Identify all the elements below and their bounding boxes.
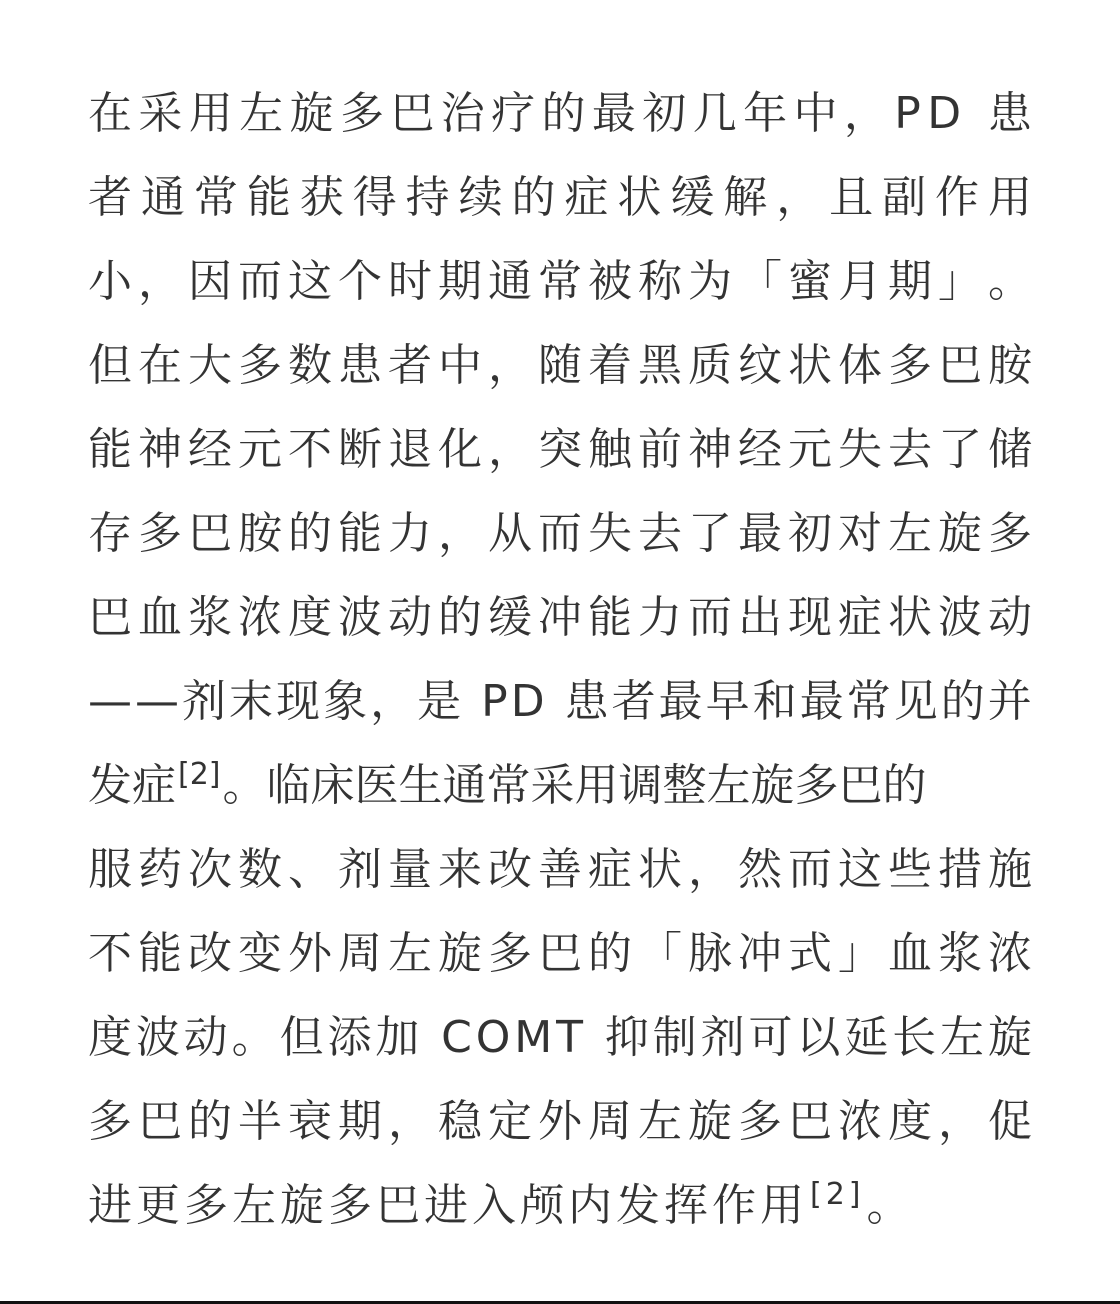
text-char: ， xyxy=(843,88,888,139)
text-char: 出 xyxy=(738,592,782,643)
text-char: 次 xyxy=(188,844,232,895)
text-char: T xyxy=(556,1012,584,1063)
text-char: 几 xyxy=(692,88,737,139)
text-char: 能 xyxy=(88,424,132,475)
text-char: 采 xyxy=(138,88,183,139)
text-line xyxy=(88,408,1032,492)
text-char: 而 xyxy=(788,844,832,895)
text-char: 从 xyxy=(488,508,532,559)
text-char: 象 xyxy=(323,676,368,727)
text-char: P xyxy=(894,88,921,139)
text-char: 但 xyxy=(88,340,132,391)
text-char: 巴 xyxy=(538,928,582,979)
text-char: 常 xyxy=(538,256,582,307)
text-char: 末 xyxy=(229,676,274,727)
text-char: 这 xyxy=(288,256,332,307)
text-char: 浓 xyxy=(838,1096,882,1147)
text-char: ， xyxy=(488,424,532,475)
text-char: 最 xyxy=(799,676,844,727)
text-char: 些 xyxy=(888,844,932,895)
text-char: — xyxy=(135,676,180,727)
text-char: 称 xyxy=(638,256,682,307)
text-char: 衰 xyxy=(288,1096,332,1147)
text-char: 稳 xyxy=(438,1096,482,1147)
text-char: 体 xyxy=(838,340,882,391)
text-char: 用 xyxy=(188,88,233,139)
text-char: 并 xyxy=(987,676,1032,727)
text-char: 副 xyxy=(882,172,927,223)
text-char: 前 xyxy=(638,424,682,475)
text-line xyxy=(88,156,1032,240)
text-char: 续 xyxy=(458,172,503,223)
text-char: 解 xyxy=(723,172,768,223)
text-char: 了 xyxy=(688,508,732,559)
text-char: 常 xyxy=(846,676,891,727)
text-fragment: 进更多左旋多巴进入颅内发挥作用 xyxy=(88,1180,808,1231)
text-char: 为 xyxy=(688,256,732,307)
text-char: 的 xyxy=(288,508,332,559)
text-char: 冲 xyxy=(738,928,782,979)
text-char: 旋 xyxy=(688,1096,732,1147)
text-char: 这 xyxy=(838,844,882,895)
text-line xyxy=(88,72,1032,156)
text-char: 浆 xyxy=(938,928,982,979)
text-char: 断 xyxy=(338,424,382,475)
text-char: 措 xyxy=(938,844,982,895)
text-char: ， xyxy=(388,1096,432,1147)
text-char: C xyxy=(441,1012,472,1063)
text-char: D xyxy=(510,676,545,727)
text-char: 外 xyxy=(288,928,332,979)
text-char: 多 xyxy=(339,88,384,139)
text-line xyxy=(88,324,1032,408)
text-char: 多 xyxy=(88,1096,132,1147)
text-char: 而 xyxy=(538,508,582,559)
text-char: 随 xyxy=(538,340,582,391)
text-fragment: 发症 xyxy=(88,760,176,811)
text-char: 患 xyxy=(564,676,609,727)
text-char: 者 xyxy=(88,172,132,223)
text-char: 周 xyxy=(338,928,382,979)
text-line xyxy=(88,492,1032,576)
text-char: 时 xyxy=(388,256,432,307)
text-line xyxy=(88,1080,1032,1164)
text-line xyxy=(88,996,1032,1080)
text-char: 失 xyxy=(588,508,632,559)
text-char: 。 xyxy=(988,256,1032,307)
text-char: 度 xyxy=(88,1012,132,1063)
text-char: 可 xyxy=(748,1012,793,1063)
text-char: 症 xyxy=(838,592,882,643)
text-char xyxy=(587,996,601,1080)
text-char: 神 xyxy=(138,424,182,475)
article-body xyxy=(88,72,1032,1248)
text-char: 式 xyxy=(788,928,832,979)
text-char: 中 xyxy=(438,340,482,391)
text-char: 作 xyxy=(935,172,979,223)
text-char xyxy=(464,660,478,744)
text-char: ， xyxy=(688,844,732,895)
text-char: 以 xyxy=(796,1012,841,1063)
text-char: 纹 xyxy=(738,340,782,391)
text-char: 突 xyxy=(538,424,582,475)
text-char: 缓 xyxy=(488,592,532,643)
text-char: 能 xyxy=(588,592,632,643)
text-char: 者 xyxy=(611,676,656,727)
text-char: 冲 xyxy=(538,592,582,643)
text-char: ， xyxy=(488,340,532,391)
text-char: 早 xyxy=(705,676,750,727)
text-char: 因 xyxy=(188,256,232,307)
text-char: 最 xyxy=(658,676,703,727)
text-char: 多 xyxy=(488,928,532,979)
text-char: 是 xyxy=(417,676,462,727)
text-char: 小 xyxy=(88,256,132,307)
text-char: 了 xyxy=(938,424,982,475)
text-char: 现 xyxy=(276,676,321,727)
text-char: 波 xyxy=(135,1012,180,1063)
text-char: 经 xyxy=(738,424,782,475)
text-char: 和 xyxy=(752,676,797,727)
text-char: 疗 xyxy=(491,88,536,139)
text-char: 治 xyxy=(440,88,485,139)
text-char: 、 xyxy=(288,844,332,895)
text-char: 波 xyxy=(338,592,382,643)
text-char: 不 xyxy=(288,424,332,475)
text-char: 获 xyxy=(299,172,344,223)
text-char: 多 xyxy=(738,1096,782,1147)
text-char: 半 xyxy=(238,1096,282,1147)
text-char: 大 xyxy=(188,340,232,391)
citation-marker: [2] xyxy=(810,1177,865,1212)
text-char: P xyxy=(481,676,508,727)
text-char: 力 xyxy=(388,508,432,559)
text-char: D xyxy=(927,88,962,139)
text-char: 而 xyxy=(688,592,732,643)
text-char: 状 xyxy=(617,172,662,223)
text-char: 而 xyxy=(238,256,282,307)
text-char: 度 xyxy=(888,1096,932,1147)
text-char: 周 xyxy=(588,1096,632,1147)
text-char: 添 xyxy=(327,1012,372,1063)
text-char: 改 xyxy=(188,928,232,979)
text-char: 左 xyxy=(239,88,284,139)
text-char: 不 xyxy=(88,928,132,979)
text-char: 改 xyxy=(488,844,532,895)
text-line xyxy=(88,1164,1032,1248)
text-char: 元 xyxy=(238,424,282,475)
text-char xyxy=(967,72,981,156)
text-char: 巴 xyxy=(938,340,982,391)
text-line xyxy=(88,660,1032,744)
text-char: 得 xyxy=(352,172,397,223)
text-char: 浆 xyxy=(188,592,232,643)
text-char: 的 xyxy=(438,592,482,643)
text-char: 然 xyxy=(738,844,782,895)
text-fragment: 。 xyxy=(866,1180,915,1231)
text-char: M xyxy=(514,1012,553,1063)
text-char: O xyxy=(475,1012,511,1063)
text-char: 最 xyxy=(591,88,636,139)
text-char: 症 xyxy=(588,844,632,895)
text-char: 患 xyxy=(338,340,382,391)
text-char: 通 xyxy=(488,256,532,307)
text-char: ， xyxy=(938,1096,982,1147)
text-char: 剂 xyxy=(182,676,227,727)
text-char: 最 xyxy=(738,508,782,559)
text-char: 现 xyxy=(788,592,832,643)
text-char: 「 xyxy=(638,928,682,979)
text-char: ， xyxy=(138,256,182,307)
text-char xyxy=(548,660,562,744)
text-char: 动 xyxy=(183,1012,228,1063)
text-char: 数 xyxy=(238,844,282,895)
text-fragment: 。临床医生通常采用调整左旋多巴的 xyxy=(222,760,927,811)
text-char: 且 xyxy=(829,172,874,223)
text-char: 多 xyxy=(888,340,932,391)
text-line xyxy=(88,240,1032,324)
text-char: 在 xyxy=(88,88,132,139)
text-char: 来 xyxy=(438,844,482,895)
text-char: 状 xyxy=(638,844,682,895)
text-char: 的 xyxy=(588,928,632,979)
text-char: 力 xyxy=(638,592,682,643)
text-char: 延 xyxy=(844,1012,889,1063)
text-char: 动 xyxy=(988,592,1032,643)
text-char: 的 xyxy=(541,88,586,139)
text-char: 定 xyxy=(488,1096,532,1147)
text-char: 期 xyxy=(338,1096,382,1147)
text-char: 月 xyxy=(838,256,882,307)
text-char: 促 xyxy=(988,1096,1032,1147)
text-char: 巴 xyxy=(788,1096,832,1147)
text-char: 剂 xyxy=(338,844,382,895)
text-char: 巴 xyxy=(188,508,232,559)
text-char: 的 xyxy=(511,172,556,223)
text-char: 制 xyxy=(652,1012,697,1063)
text-char: 量 xyxy=(388,844,432,895)
text-char: 血 xyxy=(888,928,932,979)
text-char: 能 xyxy=(246,172,291,223)
text-char: 数 xyxy=(288,340,332,391)
text-char: 抑 xyxy=(604,1012,649,1063)
text-char: 症 xyxy=(564,172,609,223)
text-char: 状 xyxy=(788,340,832,391)
text-char: 失 xyxy=(838,424,882,475)
text-char: 个 xyxy=(338,256,382,307)
text-char: 用 xyxy=(987,172,1032,223)
text-char: 浓 xyxy=(988,928,1032,979)
text-char xyxy=(423,996,437,1080)
text-char: 浓 xyxy=(238,592,282,643)
text-char: 服 xyxy=(88,844,132,895)
text-line xyxy=(88,576,1032,660)
text-char: 黑 xyxy=(638,340,682,391)
text-char: 巴 xyxy=(88,592,132,643)
text-char: 存 xyxy=(88,508,132,559)
text-line xyxy=(88,744,1032,828)
text-char: 旋 xyxy=(438,928,482,979)
text-char: 药 xyxy=(138,844,182,895)
text-char: 」 xyxy=(838,928,882,979)
text-char: 旋 xyxy=(987,1012,1032,1063)
text-char: 触 xyxy=(588,424,632,475)
text-char: 被 xyxy=(588,256,632,307)
text-char: 「 xyxy=(738,256,782,307)
text-char: 长 xyxy=(892,1012,937,1063)
text-char: 经 xyxy=(188,424,232,475)
text-char: 能 xyxy=(138,928,182,979)
text-char: 多 xyxy=(238,340,282,391)
text-char: 元 xyxy=(788,424,832,475)
text-char: 缓 xyxy=(670,172,715,223)
text-char: 。 xyxy=(231,1012,276,1063)
text-char: 患 xyxy=(987,88,1032,139)
text-char: 初 xyxy=(642,88,687,139)
text-char: 着 xyxy=(588,340,632,391)
text-char: 的 xyxy=(940,676,985,727)
text-char: 施 xyxy=(988,844,1032,895)
text-char: 左 xyxy=(888,508,932,559)
text-char: 储 xyxy=(988,424,1032,475)
text-char: 退 xyxy=(388,424,432,475)
text-char: 蜜 xyxy=(788,256,832,307)
text-char: 去 xyxy=(888,424,932,475)
text-char: 见 xyxy=(893,676,938,727)
text-char: 期 xyxy=(438,256,482,307)
text-char: 中 xyxy=(793,88,838,139)
text-char: 变 xyxy=(238,928,282,979)
text-char: 巴 xyxy=(138,1096,182,1147)
text-char: 多 xyxy=(988,508,1032,559)
text-char: 剂 xyxy=(700,1012,745,1063)
text-char: 去 xyxy=(638,508,682,559)
text-char: 年 xyxy=(743,88,788,139)
text-char: 胺 xyxy=(988,340,1032,391)
text-char: 」 xyxy=(938,256,982,307)
text-char: 在 xyxy=(138,340,182,391)
text-char: 者 xyxy=(388,340,432,391)
text-char: 通 xyxy=(140,172,185,223)
text-char: 对 xyxy=(838,508,882,559)
text-char: 度 xyxy=(288,592,332,643)
text-char: 脉 xyxy=(688,928,732,979)
text-char: 质 xyxy=(688,340,732,391)
text-char: ， xyxy=(776,172,821,223)
text-char: 状 xyxy=(888,592,932,643)
text-char: 左 xyxy=(940,1012,985,1063)
text-line xyxy=(88,912,1032,996)
text-char: 外 xyxy=(538,1096,582,1147)
text-char: 持 xyxy=(405,172,450,223)
text-char: 加 xyxy=(375,1012,420,1063)
text-char: ， xyxy=(438,508,482,559)
text-char: 多 xyxy=(138,508,182,559)
text-char: 左 xyxy=(638,1096,682,1147)
text-char: 常 xyxy=(193,172,238,223)
text-line xyxy=(88,828,1032,912)
text-char: 左 xyxy=(388,928,432,979)
text-char: 巴 xyxy=(390,88,435,139)
text-char: 化 xyxy=(438,424,482,475)
citation-marker: [2] xyxy=(178,757,221,792)
text-char: 但 xyxy=(279,1012,324,1063)
text-char: 期 xyxy=(888,256,932,307)
text-char: 能 xyxy=(338,508,382,559)
text-char: 初 xyxy=(788,508,832,559)
text-char: 动 xyxy=(388,592,432,643)
text-char: 的 xyxy=(188,1096,232,1147)
text-char: 旋 xyxy=(938,508,982,559)
text-char: 波 xyxy=(938,592,982,643)
text-char: ， xyxy=(370,676,415,727)
text-char: 血 xyxy=(138,592,182,643)
text-char: 胺 xyxy=(238,508,282,559)
text-char: 旋 xyxy=(289,88,334,139)
text-char: 善 xyxy=(538,844,582,895)
text-char: — xyxy=(88,676,132,727)
text-char: 神 xyxy=(688,424,732,475)
